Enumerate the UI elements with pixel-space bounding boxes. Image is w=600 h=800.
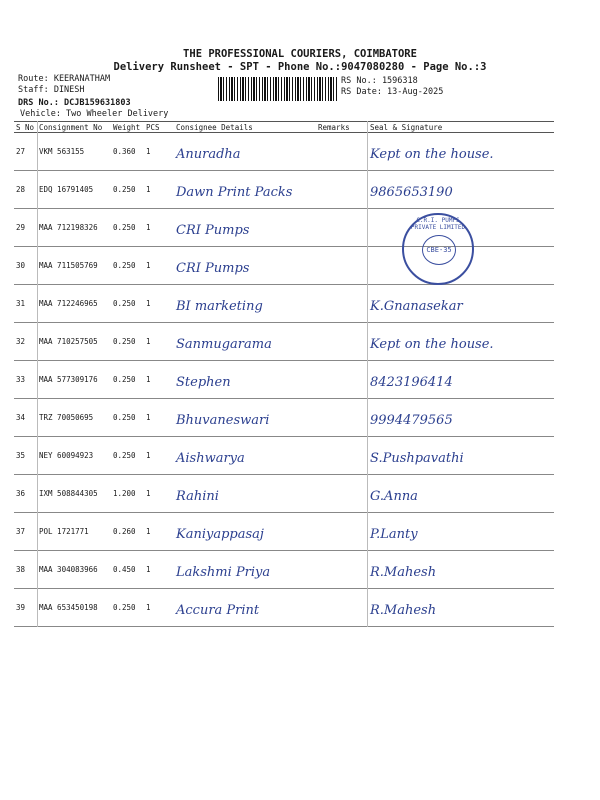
remarks-cell (316, 399, 368, 437)
consignment-cell: MAA 304083966 (37, 551, 111, 589)
consignee-cell: CRI Pumps (174, 209, 316, 247)
weight-cell: 0.360 (111, 133, 144, 171)
table-row (14, 437, 554, 475)
weight-cell: 0.250 (111, 209, 144, 247)
consignment-cell: MAA 712198326 (37, 209, 111, 247)
consignment-cell: VKM 563155 (37, 133, 111, 171)
table-row (14, 133, 554, 171)
sno-cell: 36 (14, 475, 37, 513)
remarks-cell (316, 247, 368, 285)
sno-cell: 31 (14, 285, 37, 323)
table-header (14, 122, 554, 133)
col-pcs: PCS (144, 122, 174, 133)
pcs-cell: 1 (144, 361, 174, 399)
consignment-cell: TRZ 70050695 (37, 399, 111, 437)
weight-cell: 0.250 (111, 171, 144, 209)
signature-cell: K.Gnanasekar (368, 285, 554, 323)
table-row (14, 361, 554, 399)
consignee-cell: Rahini (174, 475, 316, 513)
remarks-cell (316, 589, 368, 627)
pcs-cell: 1 (144, 475, 174, 513)
consignment-cell: IXM 508844305 (37, 475, 111, 513)
consignment-cell: MAA 710257505 (37, 323, 111, 361)
col-remarks: Remarks (316, 122, 368, 133)
consignee-cell: Aishwarya (174, 437, 316, 475)
consignment-cell: NEY 60094923 (37, 437, 111, 475)
signature-cell: S.Pushpavathi (368, 437, 554, 475)
table-row (14, 399, 554, 437)
sno-cell: 37 (14, 513, 37, 551)
sno-cell: 35 (14, 437, 37, 475)
sno-cell: 29 (14, 209, 37, 247)
table-row (14, 551, 554, 589)
consignment-cell: POL 1721771 (37, 513, 111, 551)
consignee-cell: Accura Print (174, 589, 316, 627)
signature-cell: 9865653190 (368, 171, 554, 209)
signature-cell: 9994479565 (368, 399, 554, 437)
col-consignment: Consignment No (37, 122, 111, 133)
drs-number: DRS No.: DCJB159631803 (18, 98, 131, 108)
remarks-cell (316, 171, 368, 209)
sno-cell: 33 (14, 361, 37, 399)
weight-cell: 0.250 (111, 247, 144, 285)
signature-cell: Kept on the house. (368, 133, 554, 171)
weight-cell: 1.200 (111, 475, 144, 513)
weight-cell: 0.250 (111, 437, 144, 475)
table-row (14, 285, 554, 323)
remarks-cell (316, 285, 368, 323)
table-row (14, 475, 554, 513)
pcs-cell: 1 (144, 285, 174, 323)
pcs-cell: 1 (144, 323, 174, 361)
consignment-cell: MAA 577309176 (37, 361, 111, 399)
sno-cell: 30 (14, 247, 37, 285)
table-row (14, 513, 554, 551)
signature-cell: R.Mahesh (368, 551, 554, 589)
remarks-cell (316, 133, 368, 171)
consignee-cell: Anuradha (174, 133, 316, 171)
rs-date: RS Date: 13-Aug-2025 (341, 87, 444, 97)
table-row (14, 323, 554, 361)
sno-cell: 34 (14, 399, 37, 437)
company-title: THE PROFESSIONAL COURIERS, COIMBATORE (183, 48, 417, 60)
column-divider (37, 121, 38, 627)
sno-cell: 28 (14, 171, 37, 209)
sno-cell: 38 (14, 551, 37, 589)
company-seal-stamp (402, 213, 474, 285)
pcs-cell: 1 (144, 209, 174, 247)
pcs-cell: 1 (144, 513, 174, 551)
table-row (14, 589, 554, 627)
column-divider (367, 121, 368, 627)
col-weight: Weight (111, 122, 144, 133)
pcs-cell: 1 (144, 551, 174, 589)
sno-cell: 39 (14, 589, 37, 627)
stamp-ring-text: C.R.I. PUMPS PRIVATE LIMITED (410, 217, 466, 231)
signature-cell: Kept on the house. (368, 323, 554, 361)
signature-cell: 8423196414 (368, 361, 554, 399)
pcs-cell: 1 (144, 171, 174, 209)
col-consignee: Consignee Details (174, 122, 316, 133)
pcs-cell: 1 (144, 437, 174, 475)
weight-cell: 0.250 (111, 589, 144, 627)
consignment-cell: EDQ 16791405 (37, 171, 111, 209)
consignee-cell: Dawn Print Packs (174, 171, 316, 209)
remarks-cell (316, 475, 368, 513)
consignee-cell: Bhuvaneswari (174, 399, 316, 437)
col-seal: Seal & Signature (368, 122, 554, 133)
table-row (14, 171, 554, 209)
rs-number: RS No.: 1596318 (341, 76, 418, 86)
consignment-cell: MAA 712246965 (37, 285, 111, 323)
remarks-cell (316, 513, 368, 551)
remarks-cell (316, 323, 368, 361)
remarks-cell (316, 437, 368, 475)
consignee-cell: Sanmugarama (174, 323, 316, 361)
consignee-cell: Kaniyappasaj (174, 513, 316, 551)
consignee-cell: Stephen (174, 361, 316, 399)
pcs-cell: 1 (144, 399, 174, 437)
runsheet-subtitle: Delivery Runsheet - SPT - Phone No.:9047080280 - Page No.:3 (113, 61, 487, 73)
route-label: Route: KEERANATHAM (18, 74, 111, 84)
consignment-cell: MAA 711505769 (37, 247, 111, 285)
consignment-cell: MAA 653450198 (37, 589, 111, 627)
remarks-cell (316, 361, 368, 399)
pcs-cell: 1 (144, 589, 174, 627)
signature-cell: G.Anna (368, 475, 554, 513)
staff-label: Staff: DINESH (18, 85, 85, 95)
weight-cell: 0.260 (111, 513, 144, 551)
stamp-center-text: CBE-35 (422, 235, 456, 265)
barcode (218, 77, 338, 101)
remarks-cell (316, 209, 368, 247)
weight-cell: 0.250 (111, 323, 144, 361)
vehicle-label: Vehicle: Two Wheeler Delivery (20, 109, 169, 119)
sno-cell: 27 (14, 133, 37, 171)
consignee-cell: CRI Pumps (174, 247, 316, 285)
consignee-cell: Lakshmi Priya (174, 551, 316, 589)
signature-cell: R.Mahesh (368, 589, 554, 627)
weight-cell: 0.250 (111, 285, 144, 323)
weight-cell: 0.250 (111, 361, 144, 399)
weight-cell: 0.450 (111, 551, 144, 589)
runsheet-table (14, 121, 554, 627)
sno-cell: 32 (14, 323, 37, 361)
pcs-cell: 1 (144, 247, 174, 285)
pcs-cell: 1 (144, 133, 174, 171)
col-sno: S No (14, 122, 37, 133)
remarks-cell (316, 551, 368, 589)
weight-cell: 0.250 (111, 399, 144, 437)
consignee-cell: BI marketing (174, 285, 316, 323)
signature-cell: P.Lanty (368, 513, 554, 551)
